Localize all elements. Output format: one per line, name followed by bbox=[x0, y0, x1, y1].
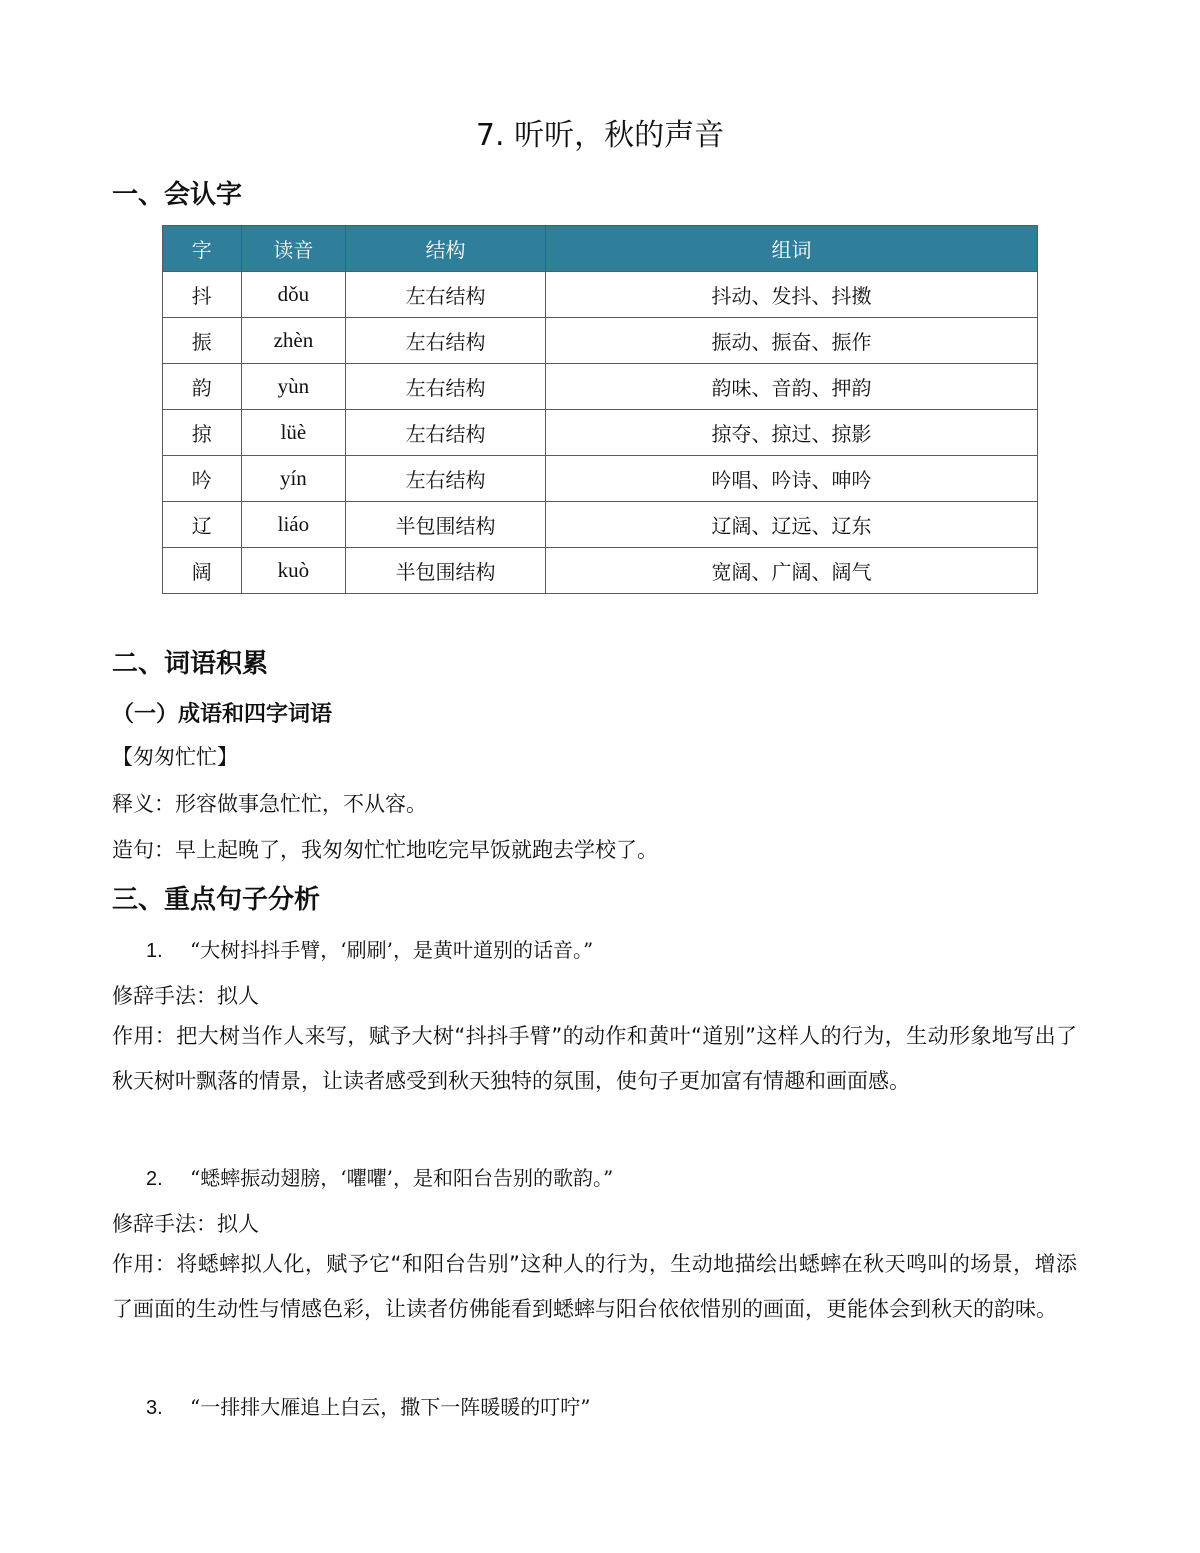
cell-words: 振动、振奋、振作 bbox=[545, 318, 1037, 364]
cell-structure: 左右结构 bbox=[346, 364, 546, 410]
cell-structure: 左右结构 bbox=[346, 318, 546, 364]
cell-character: 辽 bbox=[163, 502, 242, 548]
effect-paragraph-1: 作用：把大树当作人来写，赋予大树“抖抖手臂”的动作和黄叶“道别”这样人的行为，生动形象地写出了秋天树叶飘落的情景，让读者感受到秋天独特的氛围，使句子更加富有情趣和画面感。 bbox=[112, 1024, 1077, 1093]
idiom-meaning: 释义：形容做事急忙忙，不从容。 bbox=[112, 792, 427, 816]
cell-pinyin: yùn bbox=[241, 364, 346, 410]
cell-words: 辽阔、辽远、辽东 bbox=[545, 502, 1037, 548]
subsection-heading-idioms: （一）成语和四字词语 bbox=[112, 702, 333, 727]
cell-structure: 左右结构 bbox=[346, 272, 546, 318]
idiom-example: 造句：早上起晚了，我匆匆忙忙地吃完早饭就跑去学校了。 bbox=[112, 838, 658, 862]
table-row bbox=[163, 364, 1038, 410]
sentence-number: 2. bbox=[146, 1168, 163, 1190]
rhetoric-label-2: 修辞手法：拟人 bbox=[112, 1212, 259, 1236]
table-row bbox=[163, 502, 1038, 548]
character-table bbox=[162, 225, 1038, 594]
table-row bbox=[163, 410, 1038, 456]
section-heading-vocabulary: 二、词语积累 bbox=[112, 649, 269, 679]
cell-character: 掠 bbox=[163, 410, 242, 456]
table-row bbox=[163, 272, 1038, 318]
sentence-quote: “大树抖抖手臂，‘刷刷’，是黄叶道别的话音。” bbox=[190, 938, 594, 962]
table-header-row bbox=[163, 226, 1038, 272]
section-heading-key-sentences: 三、重点句子分析 bbox=[112, 885, 321, 915]
cell-character: 吟 bbox=[163, 456, 242, 502]
key-sentence-2 bbox=[146, 1162, 613, 1191]
cell-words: 掠夺、掠过、掠影 bbox=[545, 410, 1037, 456]
cell-words: 吟唱、吟诗、呻吟 bbox=[545, 456, 1037, 502]
cell-words: 宽阔、广阔、阔气 bbox=[545, 548, 1037, 594]
column-header-words: 组词 bbox=[545, 226, 1037, 272]
cell-structure: 左右结构 bbox=[346, 410, 546, 456]
cell-character: 抖 bbox=[163, 272, 242, 318]
effect-paragraph-2: 作用：将蟋蟀拟人化，赋予它“和阳台告别”这种人的行为，生动地描绘出蟋蟀在秋天鸣叫的场景，增添了画面的生动性与情感色彩，让读者仿佛能看到蟋蟀与阳台依依惜别的画面，更能体会到秋天的韵味。 bbox=[112, 1252, 1077, 1321]
page-title: 7. 听听，秋的声音 bbox=[475, 118, 725, 153]
cell-pinyin: yín bbox=[241, 456, 346, 502]
column-header-pinyin: 读音 bbox=[241, 226, 346, 272]
column-header-character: 字 bbox=[163, 226, 242, 272]
cell-pinyin: liáo bbox=[241, 502, 346, 548]
cell-pinyin: dǒu bbox=[241, 272, 346, 318]
table-row bbox=[163, 548, 1038, 594]
sentence-number: 3. bbox=[146, 1397, 163, 1419]
cell-pinyin: zhèn bbox=[241, 318, 346, 364]
sentence-quote: “一排排大雁追上白云，撒下一阵暖暖的叮咛” bbox=[190, 1395, 591, 1419]
idiom-entry: 【匆匆忙忙】 bbox=[112, 745, 238, 769]
table-row bbox=[163, 318, 1038, 364]
sentence-number: 1. bbox=[146, 940, 163, 962]
cell-character: 振 bbox=[163, 318, 242, 364]
sentence-quote: “蟋蟀振动翅膀，‘㘗㘗’，是和阳台告别的歌韵。” bbox=[190, 1166, 614, 1190]
cell-words: 韵味、音韵、押韵 bbox=[545, 364, 1037, 410]
table-row bbox=[163, 456, 1038, 502]
cell-pinyin: kuò bbox=[241, 548, 346, 594]
rhetoric-label-1: 修辞手法：拟人 bbox=[112, 984, 259, 1008]
cell-structure: 半包围结构 bbox=[346, 502, 546, 548]
key-sentence-3 bbox=[146, 1391, 590, 1420]
cell-structure: 左右结构 bbox=[346, 456, 546, 502]
column-header-structure: 结构 bbox=[346, 226, 546, 272]
cell-pinyin: lüè bbox=[241, 410, 346, 456]
cell-structure: 半包围结构 bbox=[346, 548, 546, 594]
key-sentence-1 bbox=[146, 934, 593, 963]
cell-character: 韵 bbox=[163, 364, 242, 410]
cell-words: 抖动、发抖、抖擞 bbox=[545, 272, 1037, 318]
section-heading-recognize-characters: 一、会认字 bbox=[112, 180, 243, 210]
cell-character: 阔 bbox=[163, 548, 242, 594]
